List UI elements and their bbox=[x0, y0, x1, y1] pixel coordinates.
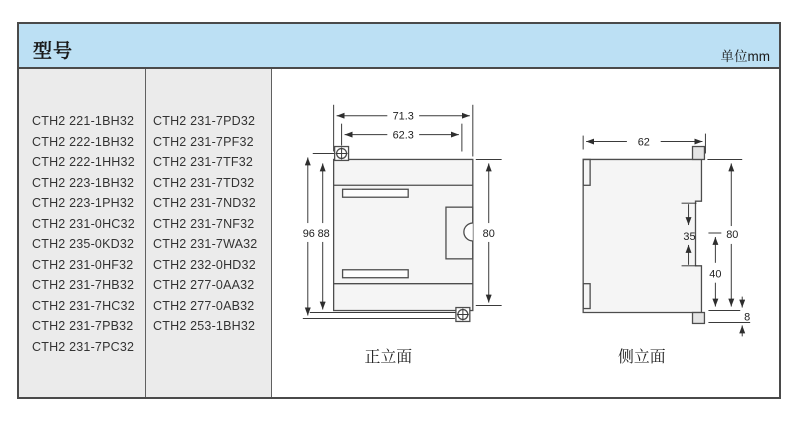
panel-body bbox=[19, 69, 779, 397]
front-dim-width-holes bbox=[345, 130, 459, 142]
front-module-body bbox=[334, 159, 473, 310]
terminal-slot-bottom bbox=[343, 270, 409, 278]
front-dim-height-outer bbox=[303, 157, 315, 315]
dimension-drawings-svg bbox=[272, 69, 779, 397]
model-number: CTH2 223-1BH32 bbox=[32, 175, 135, 190]
front-dim-height-right bbox=[476, 159, 502, 305]
panel-header bbox=[19, 24, 779, 69]
model-number: CTH2 231-7TF32 bbox=[153, 155, 254, 169]
model-number: CTH2 231-7WA32 bbox=[153, 237, 258, 251]
side-view bbox=[583, 134, 750, 367]
unit-label: 单位mm bbox=[720, 49, 770, 64]
model-number: CTH2 221-1BH32 bbox=[32, 114, 135, 128]
side-dim-foot-value: 8 bbox=[744, 311, 751, 324]
side-dim-lower bbox=[708, 233, 721, 307]
model-number: CTH2 231-7ND32 bbox=[153, 196, 256, 210]
model-number: CTH2 235-0KD32 bbox=[32, 237, 135, 251]
side-dim-foot bbox=[708, 297, 750, 337]
front-view bbox=[303, 105, 502, 366]
mount-screw-top-left-icon bbox=[335, 147, 349, 161]
model-number: CTH2 222-1HH32 bbox=[32, 155, 135, 169]
model-number: CTH2 231-7HC32 bbox=[32, 298, 135, 313]
side-view-label: 侧立面 bbox=[617, 349, 666, 367]
side-dim-lower-value: 40 bbox=[709, 268, 722, 281]
front-view-label: 正立面 bbox=[364, 349, 413, 367]
front-dim-height-body-value: 88 bbox=[317, 227, 330, 240]
model-number: CTH2 232-0HD32 bbox=[153, 257, 256, 272]
dimension-drawings bbox=[272, 69, 779, 397]
mount-screw-bottom-right-icon bbox=[456, 308, 470, 322]
din-clip-bottom bbox=[693, 313, 705, 324]
model-number: CTH2 223-1PH32 bbox=[32, 196, 135, 210]
model-number: CTH2 231-7PB32 bbox=[32, 319, 134, 333]
terminal-slot-top bbox=[343, 189, 409, 197]
model-number: CTH2 222-1BH32 bbox=[32, 134, 135, 149]
model-number: CTH2 231-7PC32 bbox=[32, 339, 135, 354]
front-dim-height-outer-value: 96 bbox=[302, 227, 315, 240]
side-dim-rail-notch-value: 35 bbox=[683, 230, 696, 243]
panel-title: 型号 bbox=[33, 41, 74, 62]
model-number: CTH2 231-7PD32 bbox=[153, 114, 256, 128]
model-number: CTH2 231-7PF32 bbox=[153, 134, 254, 149]
model-number: CTH2 231-7NF32 bbox=[153, 216, 255, 231]
front-dim-width-outer bbox=[337, 111, 470, 123]
model-number: CTH2 277-0AB32 bbox=[153, 298, 255, 313]
model-number: CTH2 231-0HC32 bbox=[32, 216, 135, 231]
side-dim-width-value: 62 bbox=[637, 136, 650, 149]
model-number: CTH2 231-7HB32 bbox=[32, 278, 135, 292]
front-dim-width-holes-value: 62.3 bbox=[392, 129, 414, 142]
model-number: CTH2 253-1BH32 bbox=[153, 319, 256, 333]
side-dim-width bbox=[583, 134, 705, 154]
front-dim-height-right-value: 80 bbox=[482, 227, 495, 240]
model-number: CTH2 231-0HF32 bbox=[32, 257, 134, 272]
model-spec-panel bbox=[17, 22, 781, 399]
side-dim-height-value: 80 bbox=[726, 228, 739, 241]
front-dim-height-body bbox=[318, 163, 330, 309]
model-number: CTH2 231-7TD32 bbox=[153, 175, 255, 190]
model-number: CTH2 277-0AA32 bbox=[153, 278, 255, 292]
model-list-column-2 bbox=[146, 69, 272, 397]
model-list-column-1 bbox=[19, 69, 146, 397]
din-clip-top bbox=[693, 147, 705, 160]
front-dim-width-outer-value: 71.3 bbox=[392, 110, 414, 123]
